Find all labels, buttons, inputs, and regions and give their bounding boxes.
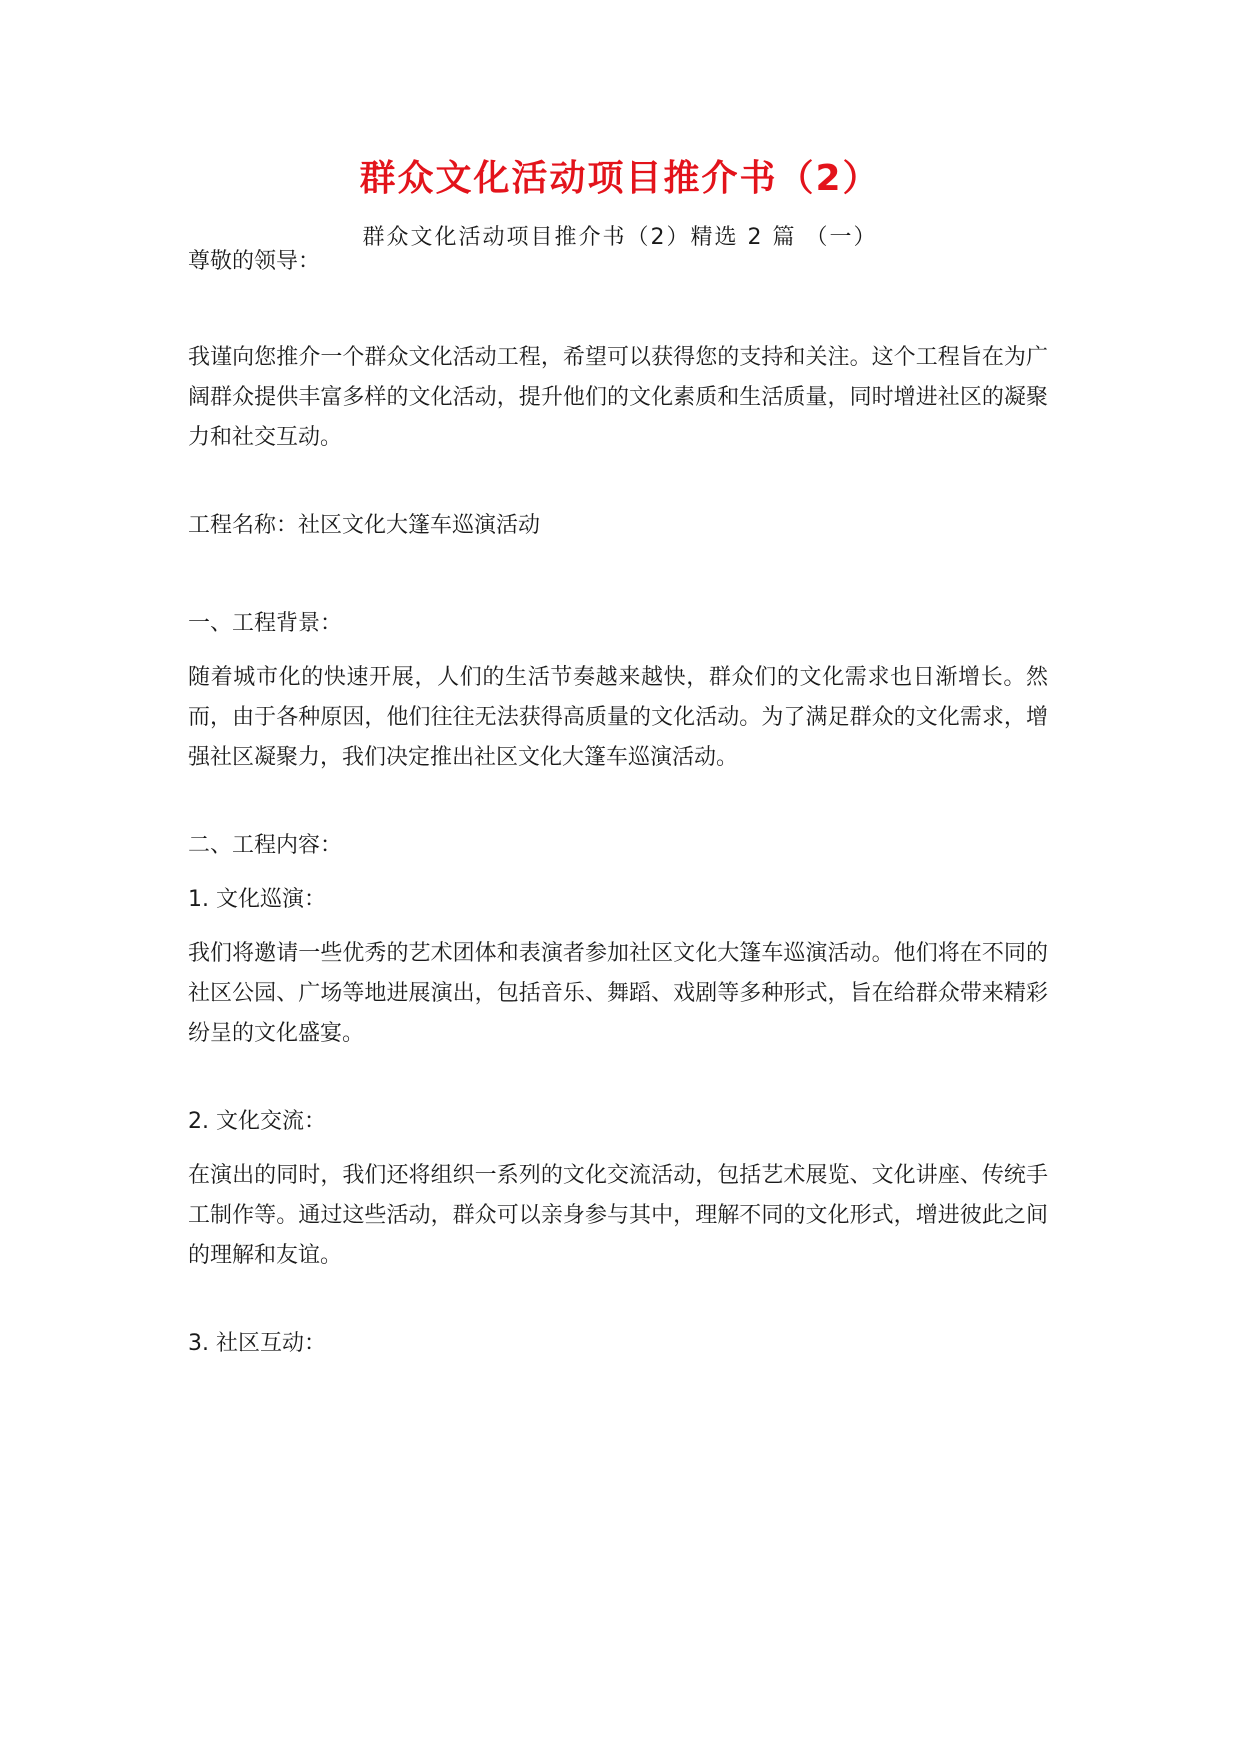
background-paragraph: 随着城市化的快速开展，人们的生活节奏越来越快，群众们的文化需求也日渐增长。然而，由于各种原因，他们往往无法获得高质量的文化活动。为了满足群众的文化需求，增强社区凝聚力，我们决定推出社区文化大篷车巡演活动。 [188, 665, 1048, 770]
document-subtitle: 群众文化活动项目推介书（2）精选 2 篇 （一） [362, 225, 878, 250]
exchange-paragraph: 在演出的同时，我们还将组织一系列的文化交流活动，包括艺术展览、文化讲座、传统手工制作等。通过这些活动，群众可以亲身参与其中，理解不同的文化形式，增进彼此之间的理解和友谊。 [188, 1163, 1048, 1268]
project-name: 工程名称：社区文化大篷车巡演活动 [188, 513, 541, 538]
document-title: 群众文化活动项目推介书（2） [359, 158, 881, 199]
salutation: 尊敬的领导： [188, 249, 321, 274]
section-heading-content: 二、工程内容： [188, 833, 343, 858]
section-heading-background: 一、工程背景： [188, 611, 343, 636]
intro-paragraph: 我谨向您推介一个群众文化活动工程，希望可以获得您的支持和关注。这个工程旨在为广阔群众提供丰富多样的文化活动，提升他们的文化素质和生活质量，同时增进社区的凝聚力和社交互动。 [188, 345, 1048, 450]
item-heading-community: 3. 社区互动： [188, 1331, 326, 1356]
tour-paragraph: 我们将邀请一些优秀的艺术团体和表演者参加社区文化大篷车巡演活动。他们将在不同的社区公园、广场等地进展演出，包括音乐、舞蹈、戏剧等多种形式，旨在给群众带来精彩纷呈的文化盛宴。 [188, 941, 1048, 1046]
item-heading-exchange: 2. 文化交流： [188, 1109, 326, 1134]
item-heading-tour: 1. 文化巡演： [188, 887, 326, 912]
